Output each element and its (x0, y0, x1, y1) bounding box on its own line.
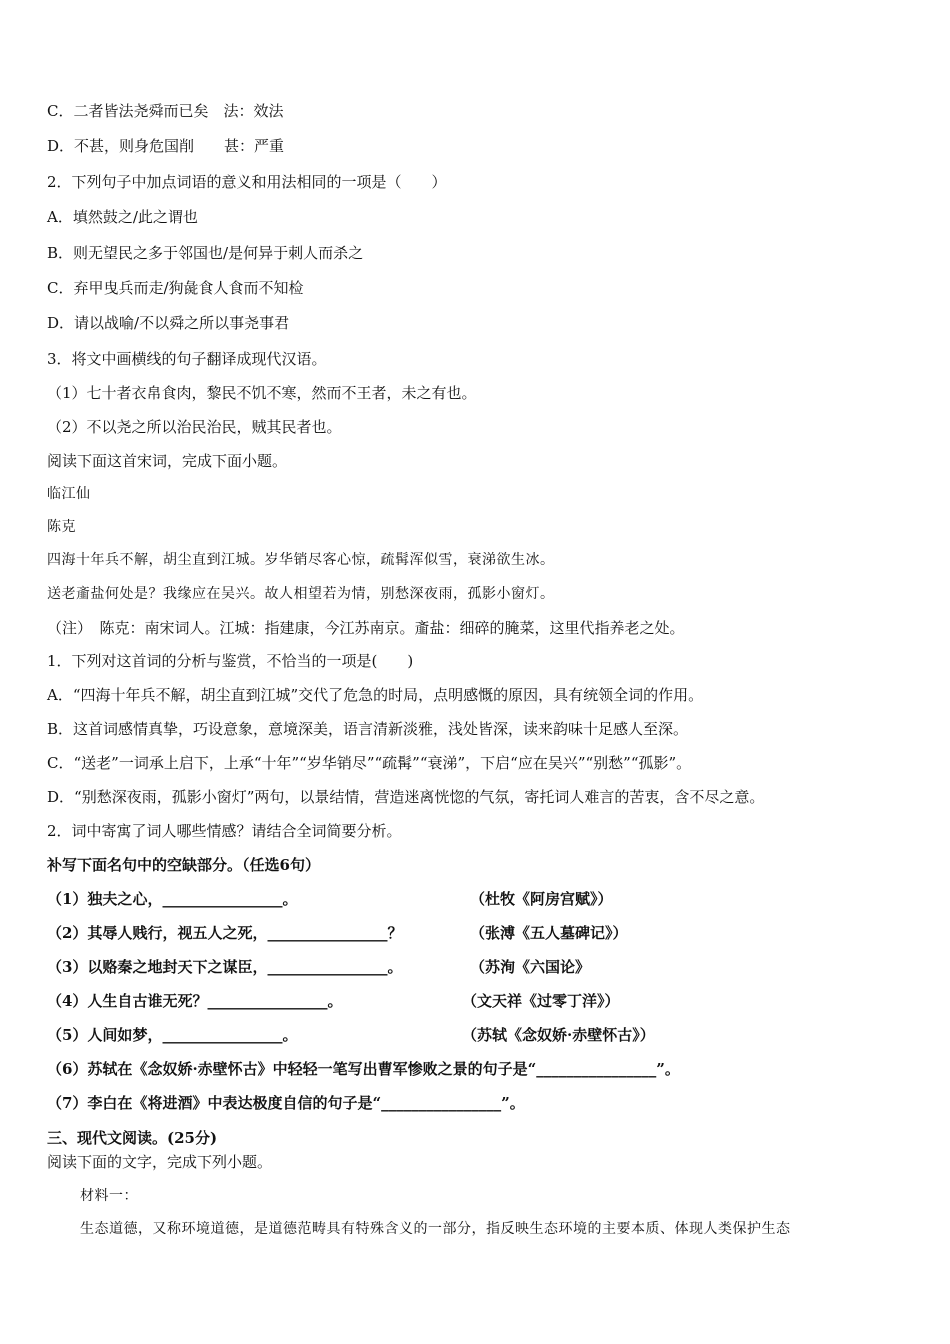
poem-line-2: 送老齑盐何处是？我缘应在吴兴。故人相望若为情，别愁深夜雨，孤影小窗灯。 (47, 586, 555, 602)
poem-line-1: 四海十年兵不解，胡尘直到江城。岁华销尽客心惊，疏髯浑似雪，衰涕欲生冰。 (47, 552, 555, 568)
poem-q1-option-d: D．“别愁深夜雨，孤影小窗灯”两句，以景结情，营造迷离恍惚的气氛，寄托词人难言的苦衷，含不尽之意。 (47, 788, 765, 806)
poem-q1-option-c: C．“送老”一词承上启下，上承“十年”“岁华销尽”“疏髯”“衰涕”，下启“应在吴兴”“别愁”“孤影”。 (47, 754, 692, 772)
poem-q1-stem: 1．下列对这首词的分析与鉴赏，不恰当的一项是( ) (47, 652, 414, 670)
section3-intro: 阅读下面的文字，完成下列小题。 (47, 1153, 273, 1171)
q2-option-c: C．弃甲曳兵而走/狗彘食人食而不知检 (47, 279, 304, 297)
q3-item-2: （2）不以尧之所以治民治民，贼其民者也。 (47, 418, 342, 436)
poem-q2-stem: 2．词中寄寓了词人哪些情感？请结合全词简要分析。 (47, 822, 402, 840)
fill-item-5: （5）人间如梦，________________。 (47, 1026, 298, 1044)
fill-source-5: （苏轼《念奴娇·赤壁怀古》） (462, 1026, 655, 1044)
q1-option-c: C．二者皆法尧舜而已矣 法：效法 (47, 102, 284, 120)
q2-option-d: D．请以战喻/不以舜之所以事尧事君 (47, 314, 290, 332)
poem-q1-option-a: A．“四海十年兵不解，胡尘直到江城”交代了危急的时局，点明感慨的原因，具有统领全词的作用。 (47, 686, 704, 704)
q3-stem: 3．将文中画横线的句子翻译成现代汉语。 (47, 350, 327, 368)
section3-heading: 三、现代文阅读。(25分) (47, 1129, 218, 1147)
fill-item-4: （4）人生自古谁无死？________________。 (47, 992, 343, 1010)
fill-source-3: （苏洵《六国论》 (470, 958, 591, 976)
q2-option-b: B．则无望民之多于邻国也/是何异于刺人而杀之 (47, 244, 364, 262)
q2-stem: 2．下列句子中加点词语的意义和用法相同的一项是（ ） (47, 173, 447, 191)
q1-option-d: D．不甚，则身危国削 甚：严重 (47, 137, 285, 155)
fill-source-2: （张溥《五人墓碑记》） (470, 924, 628, 942)
fill-item-1: （1）独夫之心，________________。 (47, 890, 298, 908)
poem-intro: 阅读下面这首宋词，完成下面小题。 (47, 452, 288, 470)
material-paragraph-start: 生态道德，又称环境道德，是道德范畴具有特殊含义的一部分，指反映生态环境的主要本质、体现人类保护生态 (80, 1221, 791, 1237)
fill-source-1: （杜牧《阿房宫赋》） (470, 890, 613, 908)
fill-item-3: （3）以赂秦之地封天下之谋臣，________________。 (47, 958, 403, 976)
poem-q1-option-b: B．这首词感情真挚，巧设意象，意境深美，语言清新淡雅，浅处皆深，读来韵味十足感人至深。 (47, 720, 689, 738)
q3-item-1: （1）七十者衣帛食肉，黎民不饥不寒，然而不王者，未之有也。 (47, 384, 477, 402)
fill-heading: 补写下面名句中的空缺部分。（任选6句） (47, 856, 320, 874)
fill-source-4: （文天祥《过零丁洋》） (462, 992, 620, 1010)
poem-note: （注） 陈克：南宋词人。江城：指建康，今江苏南京。齑盐：细碎的腌菜，这里代指养老之处。 (47, 619, 685, 637)
poem-title: 临江仙 (47, 486, 91, 502)
q2-option-a: A．填然鼓之/此之谓也 (47, 208, 198, 226)
fill-item-7: （7）李白在《将进酒》中表达极度自信的句子是“________________”。 (47, 1094, 525, 1112)
fill-item-6: （6）苏轼在《念奴娇·赤壁怀古》中轻轻一笔写出曹军惨败之景的句子是“________________”。 (47, 1060, 680, 1078)
poem-author: 陈克 (47, 519, 76, 535)
material-label: 材料一： (80, 1188, 138, 1204)
fill-item-2: （2）其辱人贱行，视五人之死，________________？ (47, 924, 403, 942)
